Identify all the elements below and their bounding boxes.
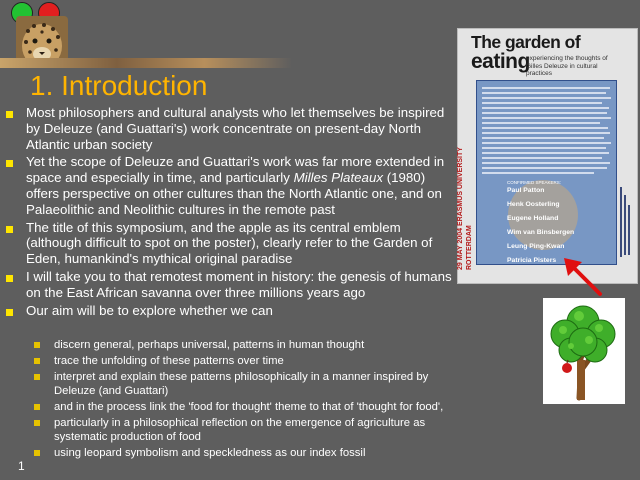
sub-bullet-item: particularly in a philosophical reflection on the emergence of agriculture as systematic production of food [34,416,454,444]
speaker-name: Patricia Pisters [507,257,557,264]
bullet-item: I will take you to that remotest moment in history: the genesis of humans on the East African savanna over three millions years ago [6,269,456,301]
sub-bullet-item: and in the process link the 'food for thought' theme to that of 'thought for food', [34,400,454,414]
speaker-name: Eugene Holland [507,215,559,222]
speaker-name: Leung Ping-Kwan [507,243,565,250]
book-title: Milles Plateaux [293,170,383,186]
red-arrow-icon [560,254,610,300]
sub-bullet-item: using leopard symbolism and speckledness as our index fossil [34,446,454,460]
bullet-text: (1980) offers perspective on other cultures than the North Atlantic one, and on Palaeolithic and Neolithic cultures in the remote past [26,170,442,217]
poster-headline-line2: eating [471,50,530,73]
poster-vertical-title: 29 MAY 2004 ERASMUS UNIVERSITY ROTTERDAM [457,147,473,270]
bullet-text: Yet the scope of Deleuze and Guattari's work was far more extended in space and especially in time, and particularly [26,154,445,186]
bullet-item: The title of this symposium, and the apple as its central emblem (although difficult to spot on the poster), clearly refer to the Garden of Eden, humankind's mythical original paradise [6,220,456,267]
sub-bullet-item: discern general, perhaps universal, patterns in human thought [34,338,454,352]
slide-number: 1 [18,459,25,473]
sub-bullet-item: trace the unfolding of these patterns over time [34,354,454,368]
poster-headline-line1: The garden of [471,32,581,52]
bullet-item: Our aim will be to explore whether we can [6,303,456,319]
speaker-name: Paul Patton [507,187,545,194]
speaker-name: Wim van Binsbergen [507,229,575,236]
speakers-heading: CONFIRMED SPEAKERS: [507,180,562,185]
poster-subtitle: experiencing the thoughts of Gilles Deleuze in cultural practices [526,55,608,77]
speaker-name: Henk Oosterling [507,201,560,208]
bullet-item: Most philosophers and cultural analysts who let themselves be inspired by Deleuze (and Guattari's) work concentrate on present-day North Atlantic urban society [6,105,456,152]
sub-bullet-item: interpret and explain these patterns philosophically in a manner inspired by Deleuze (and Guattari) [34,370,454,398]
bullet-list [6,105,456,320]
poster-fine-print [618,185,632,275]
title-decoration-strip [0,58,292,68]
bullet-item [6,154,456,217]
apple-tree-image [543,298,625,404]
sub-bullet-list [34,338,454,462]
poster-speakers [507,180,615,265]
slide-title: 1. Introduction [30,70,208,101]
